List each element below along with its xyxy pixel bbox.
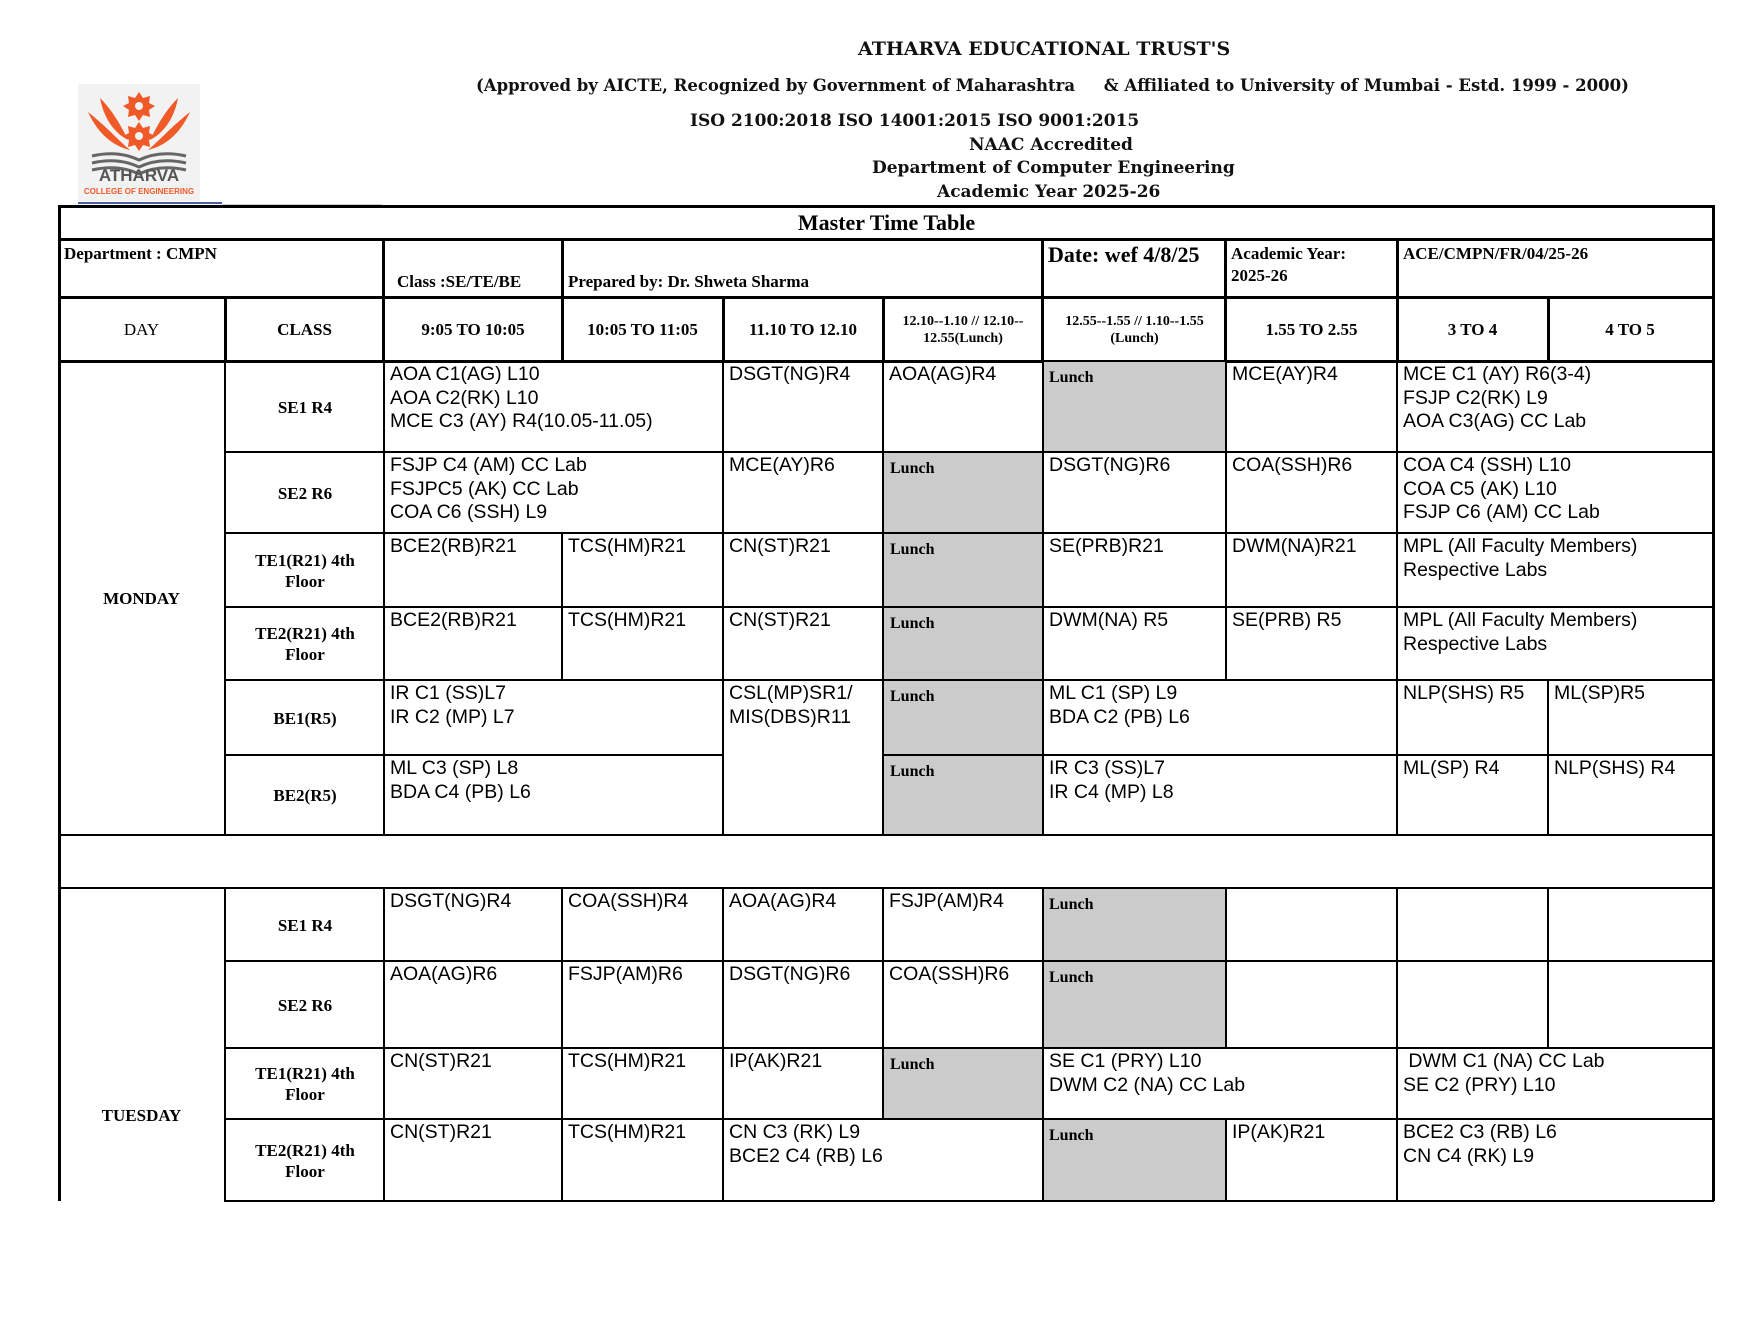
tue-te2-lunch: Lunch [1043,1120,1226,1201]
info-divider-1 [382,238,385,297]
mon-be1-slot-5-6: ML C1 (SP) L9 BDA C2 (PB) L6 [1049,682,1190,728]
mon-te2-slot-2: TCS(HM)R21 [568,609,687,631]
tue-se2-slot-3: DSGT(NG)R6 [729,963,851,985]
col-divider [882,297,885,361]
mon-se2-slot-1-2: FSJP C4 (AM) CC Lab FSJPC5 (AK) CC Lab COA C6 (SSH) L9 [390,454,587,523]
tue-te1-slot-2: TCS(HM)R21 [568,1050,687,1072]
col-divider [561,888,563,1201]
col-divider [1396,297,1399,361]
col-divider [383,361,385,835]
row-divider [224,754,723,756]
tue-se2-slot-4: COA(SSH)R6 [889,963,1010,985]
academic-year-line: Academic Year 2025-26 [937,182,1161,202]
tue-se1-slot-3: AOA(AG)R4 [729,890,837,912]
tue-se1-slot-4: FSJP(AM)R4 [889,890,1004,912]
tue-te2-slot-1: CN(ST)R21 [390,1121,492,1143]
mon-te1-slot-1: BCE2(RB)R21 [390,535,517,557]
col-divider [882,361,884,835]
logo-underline [78,202,222,204]
col-divider [1042,361,1044,835]
class-label-te2: TE2(R21) 4th Floor [255,1140,355,1181]
col-divider [722,888,724,1201]
col-divider [1396,361,1398,835]
mon-te1-slot-2: TCS(HM)R21 [568,535,687,557]
mon-se1-lunch: Lunch [1043,362,1226,452]
tue-te2-slot-7-8: BCE2 C3 (RB) L6 CN C4 (RK) L9 [1403,1121,1557,1167]
class-label-se1: SE1 R4 [277,915,333,935]
col-header-slot-7: 3 TO 4 [1447,320,1498,339]
col-divider [1225,888,1227,1048]
col-divider [1225,361,1227,680]
col-divider [561,532,563,680]
prepared-by-label: Prepared by: Dr. Shweta Sharma [568,272,809,291]
tue-se2-slot-2: FSJP(AM)R6 [568,963,683,985]
academic-year-label: Academic Year: [1231,244,1347,263]
info-divider-2 [561,238,564,297]
row-divider [224,679,1714,681]
col-header-slot-6: 1.55 TO 2.55 [1265,320,1358,339]
tue-te1-slot-3: IP(AK)R21 [729,1050,823,1072]
col-divider [722,297,725,361]
class-label-te2: TE2(R21) 4th Floor [255,624,355,664]
approval-line: (Approved by AICTE, Recognized by Government of Maharashtra & Affiliated to University of Mumbai - Estd. 1999 - 2000) [476,76,1629,95]
mon-te1-slot-7-8: MPL (All Faculty Members) Respective Labs [1403,535,1638,581]
department-line: Department of Computer Engineering [872,158,1235,178]
day-tuesday: TUESDAY [101,1105,182,1125]
document-code: ACE/CMPN/FR/04/25-26 [1403,244,1589,263]
col-divider [1396,888,1398,1201]
col-divider [722,361,724,835]
table-border-right [1712,205,1715,1201]
mon-be1-be2-slot-3: CSL(MP)SR1/ MIS(DBS)R11 [729,682,853,728]
tue-te1-lunch: Lunch [884,1049,1043,1119]
tue-se1-slot-1: DSGT(NG)R4 [390,890,512,912]
col-header-day: DAY [123,320,160,339]
col-divider [882,888,884,1119]
mon-be2-lunch: Lunch [884,756,1043,835]
mon-te2-slot-5: DWM(NA) R5 [1049,609,1169,631]
tue-se1-lunch: Lunch [1043,889,1226,961]
naac-line: NAAC Accredited [969,135,1133,155]
mon-se1-slot-3: DSGT(NG)R4 [729,363,851,385]
tue-te1-slot-5-6: SE C1 (PRY) L10 DWM C2 (NA) CC Lab [1049,1050,1246,1096]
class-label-se2: SE2 R6 [277,995,333,1015]
mon-se1-slot-1-2: AOA C1(AG) L10 AOA C2(RK) L10 MCE C3 (AY) R4(10.05-11.05) [390,363,653,432]
col-divider [382,297,385,361]
mon-te2-lunch: Lunch [884,608,1043,680]
col-header-slot-1: 9:05 TO 10:05 [421,320,525,339]
date-label: Date: wef 4/8/25 [1048,242,1200,267]
col-divider [1547,888,1549,1048]
col-header-class: CLASS [277,320,332,339]
col-header-slot-4: 12.10--1.10 // 12.10-- 12.55(Lunch) [902,313,1024,346]
mon-be2-slot-7: ML(SP) R4 [1403,757,1500,779]
mon-te2-slot-3: CN(ST)R21 [729,609,831,631]
tue-te1-slot-7-8: DWM C1 (NA) CC Lab SE C2 (PRY) L10 [1403,1050,1605,1096]
tue-se2-slot-1: AOA(AG)R6 [390,963,498,985]
academic-year-value: 2025-26 [1231,266,1288,285]
mon-se1-slot-4: AOA(AG)R4 [889,363,997,385]
mon-te1-slot-6: DWM(NA)R21 [1232,535,1357,557]
info-divider-3 [1041,238,1044,297]
class-label-be1: BE1(R5) [273,708,337,728]
col-divider [1547,297,1550,361]
col-header-slot-3: 11.10 TO 12.10 [748,320,857,339]
mon-be2-slot-8: NLP(SHS) R4 [1554,757,1676,779]
class-label-se1: SE1 R4 [277,397,333,417]
col-divider [1547,679,1549,835]
class-label: Class :SE/TE/BE [397,272,522,291]
mon-be2-slot-1-2: ML C3 (SP) L8 BDA C4 (PB) L6 [390,757,531,803]
mon-se2-slot-7-8: COA C4 (SSH) L10 COA C5 (AK) L10 FSJP C6 (AM) CC Lab [1403,454,1600,523]
col-divider [561,297,564,361]
tue-te2-slot-3-4: CN C3 (RK) L9 BCE2 C4 (RB) L6 [729,1121,883,1167]
mon-se2-slot-6: COA(SSH)R6 [1232,454,1353,476]
day-monday: MONDAY [103,589,180,608]
row-divider [224,1200,1714,1202]
department-label: Department : CMPN [64,244,217,263]
mon-te2-slot-1: BCE2(RB)R21 [390,609,517,631]
class-label-te1: TE1(R21) 4th Floor [255,1064,355,1104]
col-divider [224,297,227,361]
iso-line: ISO 2100:2018 ISO 14001:2015 ISO 9001:2015 [690,111,1140,131]
col-header-slot-5: 12.55--1.55 // 1.10--1.55 (Lunch) [1065,313,1204,346]
col-divider [383,888,385,1201]
mon-be1-slot-8: ML(SP)R5 [1554,682,1646,704]
mon-te1-lunch: Lunch [884,534,1043,607]
row-divider [224,1047,1714,1049]
col-header-slot-2: 10:05 TO 11:05 [587,320,698,339]
tue-te1-slot-1: CN(ST)R21 [390,1050,492,1072]
tue-te2-slot-2: TCS(HM)R21 [568,1121,687,1143]
row-divider [224,960,1714,962]
tue-se2-lunch: Lunch [1043,962,1226,1048]
mon-te2-slot-7-8: MPL (All Faculty Members) Respective Labs [1403,609,1638,655]
mon-se2-slot-3: MCE(AY)R6 [729,454,835,476]
college-logo [78,84,200,201]
mon-se1-slot-6: MCE(AY)R4 [1232,363,1338,385]
mon-be1-slot-1-2: IR C1 (SS)L7 IR C2 (MP) L7 [390,682,515,728]
mon-te2-slot-6: SE(PRB) R5 [1232,609,1342,631]
mon-be1-slot-7: NLP(SHS) R5 [1403,682,1525,704]
mon-se2-slot-5: DSGT(NG)R6 [1049,454,1171,476]
info-divider-5 [1396,238,1399,297]
tue-te2-slot-6: IP(AK)R21 [1232,1121,1326,1143]
mon-te1-slot-3: CN(ST)R21 [729,535,831,557]
col-divider [1041,297,1044,361]
col-divider [1225,1119,1227,1201]
mon-te1-slot-5: SE(PRB)R21 [1049,535,1164,557]
row-divider [224,451,1714,453]
class-label-se2: SE2 R6 [277,483,333,503]
mon-be1-lunch: Lunch [884,681,1043,755]
info-divider-4 [1224,238,1227,297]
class-label-te1: TE1(R21) 4th Floor [255,550,355,591]
row-divider [58,834,1714,836]
row-divider [224,606,1714,608]
col-divider [1042,888,1044,1201]
trust-name: ATHARVA EDUCATIONAL TRUST'S [858,38,1231,60]
row-divider [883,754,1714,756]
class-label-be2: BE2(R5) [273,786,337,805]
table-title: Master Time Table [797,210,976,235]
mon-se1-slot-7-8: MCE C1 (AY) R6(3-4) FSJP C2(RK) L9 AOA C3(AG) CC Lab [1403,363,1592,432]
logo-text: ATHARVA [98,166,180,185]
col-divider [1224,297,1227,361]
col-header-slot-8: 4 TO 5 [1605,320,1655,339]
mon-be2-slot-5-6: IR C3 (SS)L7 IR C4 (MP) L8 [1049,757,1174,803]
title-divider [58,238,1715,241]
logo-subtext: COLLEGE OF ENGINEERING [83,187,195,196]
row-divider [224,532,1714,534]
mon-se2-lunch: Lunch [884,453,1043,533]
row-divider [224,1118,1714,1120]
tue-se1-slot-2: COA(SSH)R4 [568,890,689,912]
